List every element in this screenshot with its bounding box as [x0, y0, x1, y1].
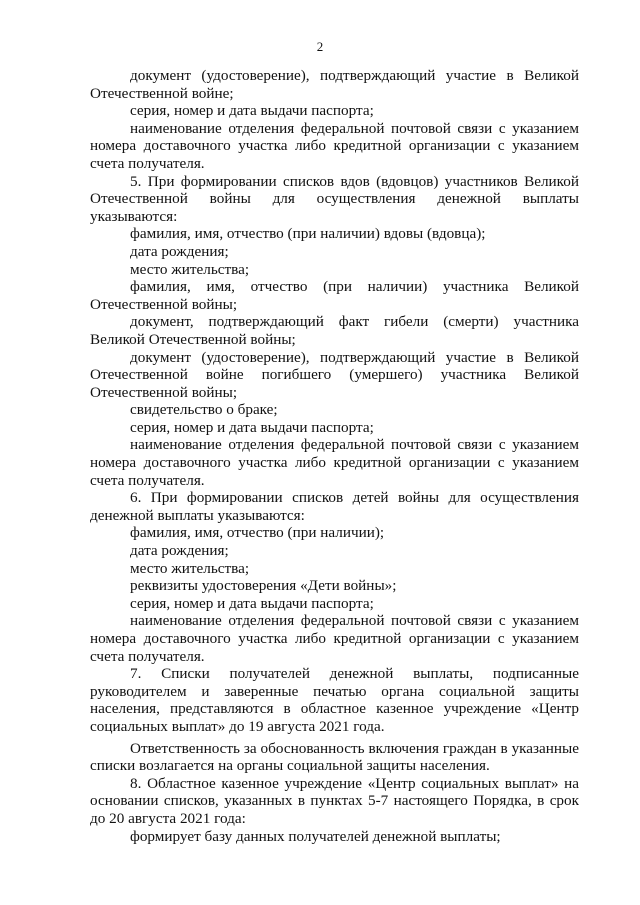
paragraph: свидетельство о браке; [130, 401, 278, 419]
paragraph: фамилия, имя, отчество (при наличии) участника Великой Отечественной войны; [90, 278, 579, 313]
paragraph: дата рождения; [130, 242, 229, 260]
paragraph: серия, номер и дата выдачи паспорта; [130, 418, 374, 436]
paragraph: место жительства; [130, 559, 250, 577]
document-body [90, 67, 579, 845]
paragraph: серия, номер и дата выдачи паспорта; [130, 102, 374, 120]
paragraph: документ (удостоверение), подтверждающий участие в Великой Отечественной войне погибшего (умершего) участника Великой Отечественной войны; [90, 348, 579, 401]
paragraph: документ (удостоверение), подтверждающий участие в Великой Отечественной войне; [90, 67, 579, 102]
paragraph: документ, подтверждающий факт гибели (смерти) участника Великой Отечественной войны; [90, 313, 579, 348]
page-number: 2 [316, 39, 324, 54]
section-5-heading: 5. При формировании списков вдов (вдовцов) участников Великой Отечественной войны для осуществления денежной выплаты указываются: [90, 172, 579, 225]
section-8-paragraph: 8. Областное казенное учреждение «Центр социальных выплат» на основании списков, указанных в пунктах 5-7 настоящего Порядка, в срок до 20 августа 2021 года: [90, 774, 579, 827]
paragraph: место жительства; [130, 260, 250, 278]
paragraph: наименование отделения федеральной почтовой связи с указанием номера доставочного участка либо кредитной организации с указанием счета получателя. [90, 436, 579, 489]
paragraph: наименование отделения федеральной почтовой связи с указанием номера доставочного участка либо кредитной организации с указанием счета получателя. [90, 612, 579, 665]
paragraph: наименование отделения федеральной почтовой связи с указанием номера доставочного участка либо кредитной организации с указанием счета получателя. [90, 119, 579, 172]
paragraph: фамилия, имя, отчество (при наличии) вдовы (вдовца); [130, 225, 486, 243]
paragraph: формирует базу данных получателей денежной выплаты; [130, 827, 501, 845]
section-7-paragraph: 7. Списки получателей денежной выплаты, подписанные руководителем и заверенные печатью органа социальной защиты населения, представляются в областное казенное учреждение «Центр социальных выплат» до 19 августа 2021 года. [90, 665, 579, 735]
paragraph: дата рождения; [130, 542, 229, 560]
section-6-heading: 6. При формировании списков детей войны для осуществления денежной выплаты указываются: [90, 489, 579, 524]
paragraph: Ответственность за обоснованность включения граждан в указанные списки возлагается на органы социальной защиты населения. [90, 739, 579, 775]
paragraph: серия, номер и дата выдачи паспорта; [130, 594, 374, 612]
paragraph: фамилия, имя, отчество (при наличии); [130, 524, 385, 542]
paragraph: реквизиты удостоверения «Дети войны»; [130, 577, 397, 595]
